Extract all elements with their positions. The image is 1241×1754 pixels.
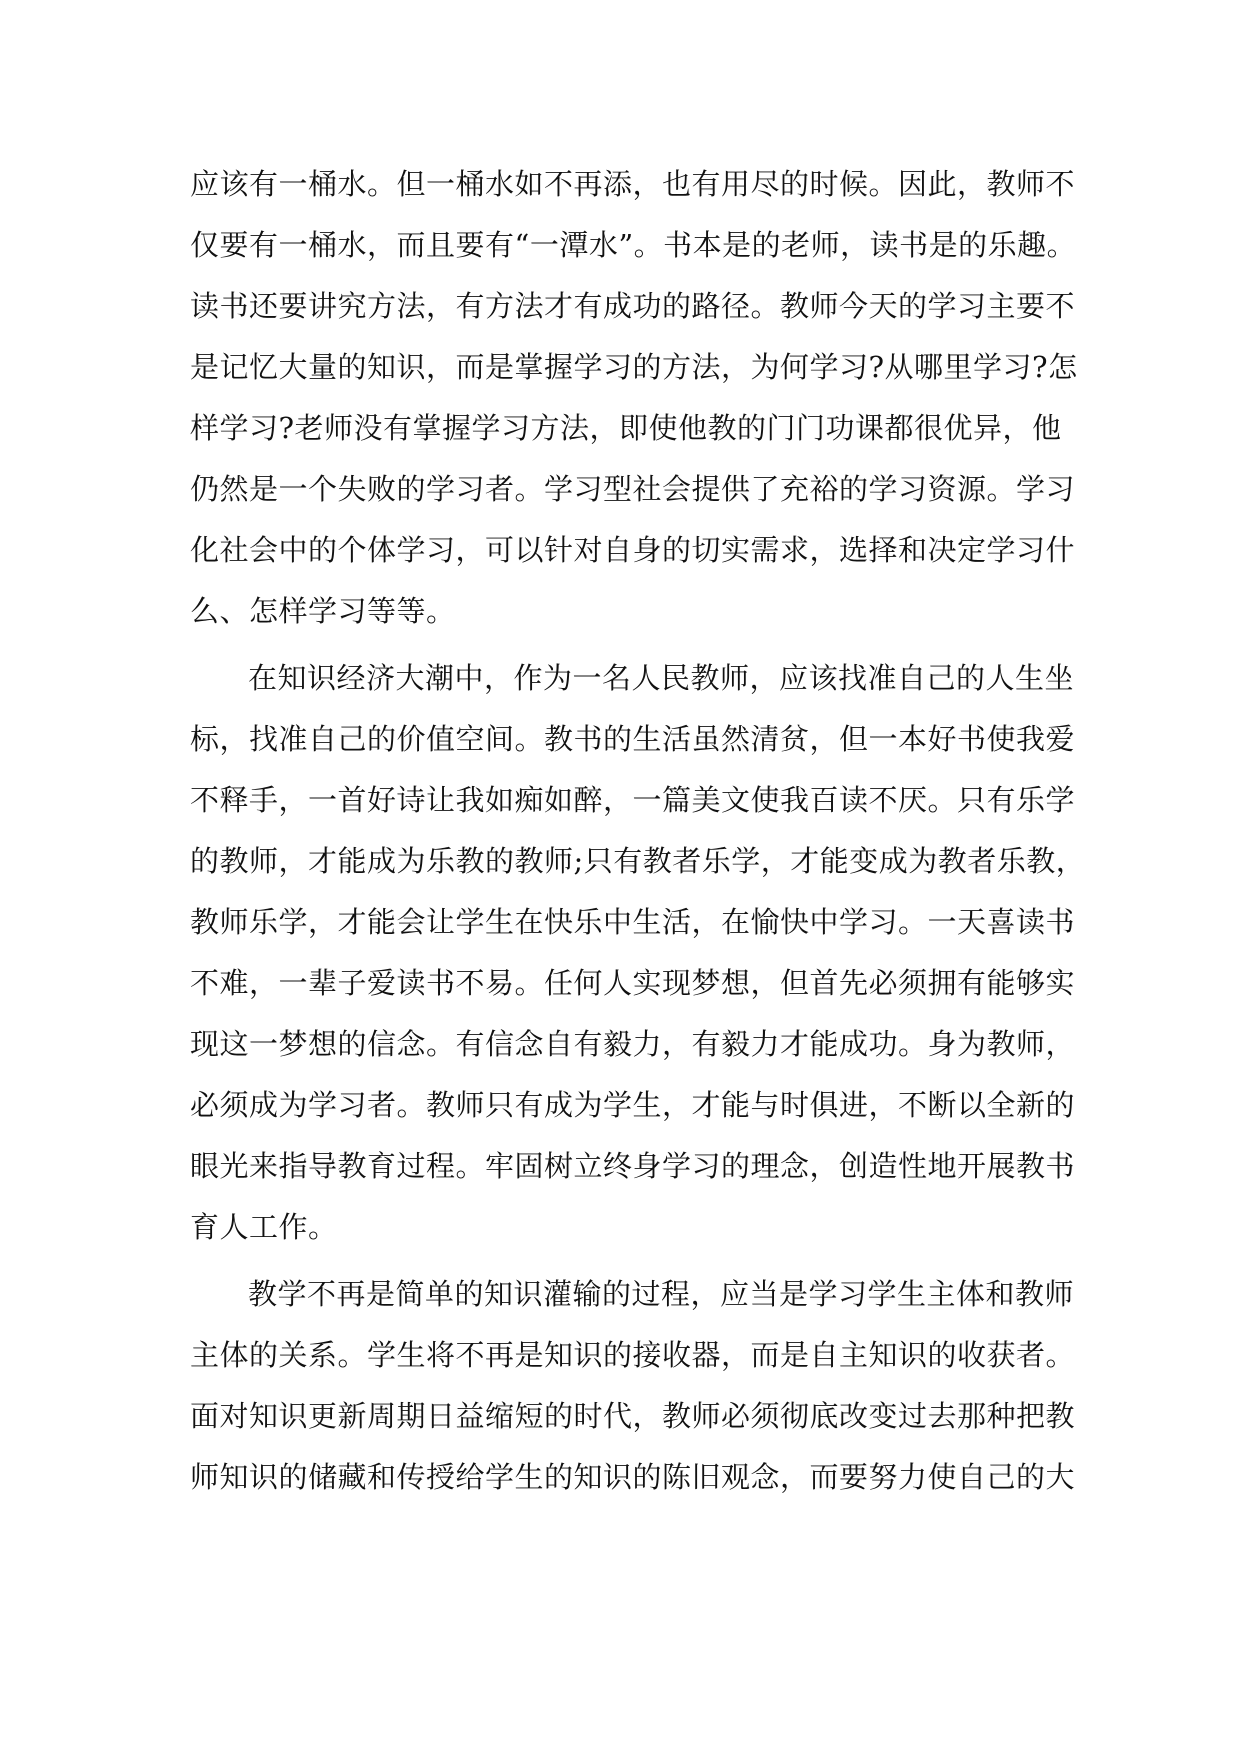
paragraph-3 <box>190 1264 1076 1508</box>
text-line: 面对知识更新周期日益缩短的时代，教师必须彻底改变过去那种把教 <box>190 1399 1076 1433</box>
text-line: 读书还要讲究方法，有方法才有成功的路径。教师今天的学习主要不 <box>190 289 1076 323</box>
text-line: 不释手，一首好诗让我如痴如醉，一篇美文使我百读不厌。只有乐学 <box>190 783 1076 817</box>
text-line: 样学习?老师没有掌握学习方法，即使他教的门门功课都很优异，他 <box>190 411 1062 445</box>
paragraph-1 <box>190 154 1078 642</box>
paragraph-2 <box>190 648 1086 1258</box>
text-line: 教学不再是简单的知识灌输的过程，应当是学习学生主体和教师 <box>248 1277 1075 1311</box>
text-line: 教师乐学，才能会让学生在快乐中生活，在愉快中学习。一天喜读书 <box>190 905 1076 939</box>
text-line: 是记忆大量的知识，而是掌握学习的方法，为何学习?从哪里学习?怎 <box>190 350 1078 384</box>
text-line: 仅要有一桶水，而且要有“一潭水”。书本是的老师，读书是的乐趣。 <box>190 228 1077 262</box>
text-line: 在知识经济大潮中，作为一名人民教师，应该找准自己的人生坐 <box>248 661 1075 695</box>
text-line: 现这一梦想的信念。有信念自有毅力，有毅力才能成功。身为教师， <box>190 1027 1076 1061</box>
document-body <box>190 154 1086 1508</box>
text-line: 么、怎样学习等等。 <box>190 594 456 628</box>
text-line: 化社会中的个体学习，可以针对自身的切实需求，选择和决定学习什 <box>190 533 1076 567</box>
text-line: 标，找准自己的价值空间。教书的生活虽然清贫，但一本好书使我爱 <box>190 722 1076 756</box>
text-line: 应该有一桶水。但一桶水如不再添，也有用尽的时候。因此，教师不 <box>190 167 1076 201</box>
text-line: 不难，一辈子爱读书不易。任何人实现梦想，但首先必须拥有能够实 <box>190 966 1076 1000</box>
text-line: 眼光来指导教育过程。牢固树立终身学习的理念，创造性地开展教书 <box>190 1149 1076 1183</box>
text-line: 育人工作。 <box>190 1210 338 1244</box>
text-line: 师知识的储藏和传授给学生的知识的陈旧观念，而要努力使自己的大 <box>190 1460 1076 1494</box>
text-line: 的教师，才能成为乐教的教师;只有教者乐学，才能变成为教者乐教， <box>190 844 1086 878</box>
text-line: 仍然是一个失败的学习者。学习型社会提供了充裕的学习资源。学习 <box>190 472 1076 506</box>
text-line: 必须成为学习者。教师只有成为学生，才能与时俱进，不断以全新的 <box>190 1088 1076 1122</box>
text-line: 主体的关系。学生将不再是知识的接收器，而是自主知识的收获者。 <box>190 1338 1076 1372</box>
